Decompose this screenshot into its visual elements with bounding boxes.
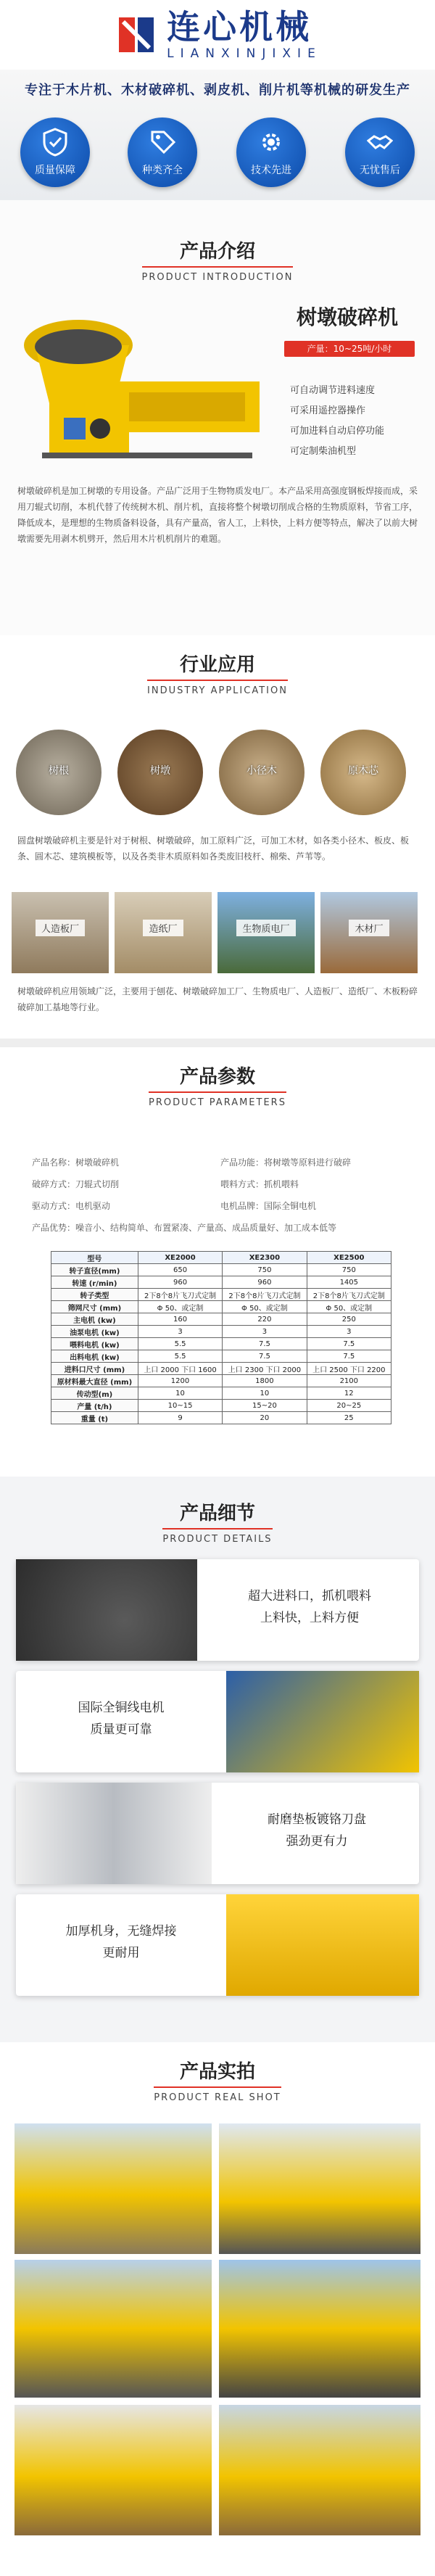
feature-item: 可自动调节进料速度: [290, 385, 376, 396]
detail-line: 耐磨垫板镀铬刀盘: [268, 1812, 366, 1827]
table-row: [51, 1301, 392, 1313]
badge-quality: [20, 117, 90, 187]
section-divider: [0, 1039, 435, 1047]
machine-illustration: [20, 302, 267, 476]
application-label: 木材厂: [349, 920, 389, 936]
section-title-cn: 产品参数: [179, 1066, 255, 1088]
detail-line: 加厚机身，无缝焊接: [65, 1924, 177, 1939]
application-label: 生物质电厂: [236, 920, 295, 936]
real-photo: [14, 2123, 212, 2254]
table-header: XE2500: [307, 1252, 391, 1264]
section-title-en: PRODUCT PARAMETERS: [149, 1091, 286, 1108]
shield-check-icon: [42, 128, 68, 157]
param-advantages: 产品优势：噪音小、结构简单、布置紧凑、产量高、成品质量好、加工成本低等: [32, 1223, 337, 1233]
detail-text: [204, 1585, 415, 1629]
table-cell: 7.5: [307, 1350, 391, 1363]
detail-line: 超大进料口，抓机喂料: [248, 1589, 371, 1603]
detail-card-feed: [16, 1559, 419, 1661]
table-row: [51, 1387, 392, 1400]
table-cell: 主电机 (kw): [51, 1313, 138, 1326]
table-cell: Φ 50、或定制: [307, 1301, 391, 1313]
badge-technology: [236, 117, 306, 187]
table-cell: 650: [138, 1264, 222, 1276]
site-header: [0, 0, 435, 70]
table-cell: 7.5: [223, 1338, 307, 1350]
table-cell: 20~25: [307, 1400, 391, 1412]
table-header-row: [51, 1252, 392, 1264]
table-cell: 转速 (r/min): [51, 1276, 138, 1289]
table-cell: 9: [138, 1412, 222, 1424]
table-row: [51, 1326, 392, 1338]
application-power-plant: [218, 892, 315, 973]
table-cell: 上口 2000 下口 1600: [138, 1363, 222, 1375]
table-row: [51, 1264, 392, 1276]
application-board-factory: [12, 892, 109, 973]
table-row: [51, 1350, 392, 1363]
application-label: 造纸厂: [143, 920, 183, 936]
industry-title: [0, 650, 435, 696]
table-cell: 进料口尺寸 (mm): [51, 1363, 138, 1375]
table-cell: 5.5: [138, 1338, 222, 1350]
table-cell: 2下8个8片飞刀式定制: [223, 1289, 307, 1301]
detail-text: [219, 1809, 415, 1852]
spec-table: [51, 1251, 392, 1424]
params-list: [32, 1152, 409, 1239]
table-cell: 原材料最大直径 (mm): [51, 1375, 138, 1387]
table-cell: 油泵电机 (kw): [51, 1326, 138, 1338]
param-item: 产品名称：树墩破碎机: [32, 1157, 120, 1168]
table-cell: 筛网尺寸 (mm): [51, 1301, 138, 1313]
detail-text: [23, 1697, 219, 1741]
table-cell: 转子类型: [51, 1289, 138, 1301]
application-label: 人造板厂: [36, 920, 85, 936]
feature-item: 可采用遥控器操作: [290, 405, 366, 416]
application-label: 树根: [49, 765, 69, 777]
section-title-cn: 行业应用: [179, 654, 255, 676]
params-title: [0, 1062, 435, 1108]
table-cell: 3: [138, 1326, 222, 1338]
service-banner: [0, 70, 435, 200]
table-cell: 20: [223, 1412, 307, 1424]
table-row: [51, 1313, 392, 1326]
table-cell: 10~15: [138, 1400, 222, 1412]
real-photo: [219, 2405, 420, 2535]
table-cell: 1800: [223, 1375, 307, 1387]
badge-label: 技术先进: [251, 165, 291, 176]
real-photo: [14, 2260, 212, 2398]
application-label: 原木芯: [348, 765, 378, 777]
badge-label: 质量保障: [35, 165, 75, 176]
table-cell: 7.5: [307, 1338, 391, 1350]
table-row: [51, 1400, 392, 1412]
detail-card-body: [16, 1894, 419, 1996]
gear-icon: [258, 128, 284, 157]
table-cell: 250: [307, 1313, 391, 1326]
real-photo: [219, 2260, 420, 2398]
detail-photo: [16, 1559, 197, 1661]
table-cell: 传动型(m): [51, 1387, 138, 1400]
detail-photo: [16, 1783, 212, 1884]
table-row: [51, 1375, 392, 1387]
capacity-badge: 产量：10~25吨/小时: [284, 341, 415, 357]
table-row: [51, 1338, 392, 1350]
param-item: 喂料方式：抓机喂料: [220, 1179, 299, 1189]
table-cell: 3: [307, 1326, 391, 1338]
application-timber-factory: [320, 892, 418, 973]
details-title: [0, 1498, 435, 1545]
section-title-cn: 产品细节: [179, 1503, 255, 1524]
badge-label: 种类齐全: [142, 165, 183, 176]
param-item: 驱动方式：电机驱动: [32, 1201, 111, 1211]
table-row: [51, 1289, 392, 1301]
table-cell: 25: [307, 1412, 391, 1424]
table-cell: 750: [223, 1264, 307, 1276]
table-cell: 10: [138, 1387, 222, 1400]
detail-line: 强劲更有力: [286, 1834, 348, 1849]
detail-text: [23, 1920, 219, 1964]
detail-card-blade: [16, 1783, 419, 1884]
intro-description: 树墩破碎机是加工树墩的专用设备。产品广泛用于生物物质发电厂。本产品采用高强度钢板焊接而成，采用刀辊式切削，本机代替了传统树木机、削片机，直接将整个树墩切削成合格的生物质原料，节省工序，降低成本，是理想的生物质备料设备，具有产量高，省人工，上料快，上料方便等特点，解决了以前大树墩需要先用剥木机劈开，然后用木片机机削片的难题。: [17, 486, 418, 544]
product-hero-image: [20, 302, 267, 476]
application-root: [16, 730, 102, 815]
table-header: XE2000: [138, 1252, 222, 1264]
detail-photo: [226, 1894, 419, 1996]
detail-line: 国际全铜线电机: [78, 1701, 165, 1715]
intro-title: [0, 236, 435, 283]
table-cell: 3: [223, 1326, 307, 1338]
detail-line: 更耐用: [102, 1946, 140, 1960]
feature-list: [290, 381, 428, 462]
section-title-en: PRODUCT INTRODUCTION: [142, 266, 294, 283]
badge-variety: [128, 117, 197, 187]
section-title-cn: 产品介绍: [179, 241, 255, 263]
table-cell: 12: [307, 1387, 391, 1400]
badge-label: 无忧售后: [360, 165, 400, 176]
detail-line: 上料快，上料方便: [260, 1611, 359, 1625]
company-tagline: 专注于木片机、木材破碎机、剥皮机、削片机等机械的研发生产: [25, 83, 410, 98]
section-title-en: PRODUCT DETAILS: [162, 1528, 272, 1545]
table-cell: Φ 50、或定制: [223, 1301, 307, 1313]
application-label: 树墩: [150, 765, 170, 777]
table-cell: 上口 2500 下口 2200: [307, 1363, 391, 1375]
real-photo: [219, 2123, 420, 2254]
badge-after-sales: [345, 117, 415, 187]
param-item: 产品功能：将树墩等原料进行破碎: [220, 1157, 352, 1168]
param-item: 电机品牌：国际全铜电机: [220, 1201, 317, 1211]
table-header: XE2300: [223, 1252, 307, 1264]
table-cell: 转子直径(mm): [51, 1264, 138, 1276]
table-cell: 产量 (t/h): [51, 1400, 138, 1412]
table-cell: 10: [223, 1387, 307, 1400]
real-photo: [14, 2405, 212, 2535]
table-cell: 2100: [307, 1375, 391, 1387]
table-cell: 5.5: [138, 1350, 222, 1363]
section-title-cn: 产品实拍: [179, 2061, 255, 2083]
table-row: [51, 1276, 392, 1289]
detail-photo: [226, 1671, 419, 1772]
application-small-wood: [219, 730, 304, 815]
table-row: [51, 1412, 392, 1424]
table-cell: 960: [223, 1276, 307, 1289]
table-cell: 15~20: [223, 1400, 307, 1412]
table-cell: 喂料电机 (kw): [51, 1338, 138, 1350]
tag-icon: [149, 128, 175, 157]
section-title-en: PRODUCT REAL SHOT: [154, 2086, 281, 2103]
table-cell: 2下8个8片飞刀式定制: [138, 1289, 222, 1301]
application-paper-mill: [115, 892, 212, 973]
table-cell: 重量 (t): [51, 1412, 138, 1424]
table-cell: 2下8个8片飞刀式定制: [307, 1289, 391, 1301]
product-name: 树墩破碎机: [296, 305, 398, 329]
table-header: 型号: [51, 1252, 138, 1264]
handshake-icon: [367, 128, 393, 157]
spec-table-body: [51, 1264, 392, 1424]
real-title: [0, 2057, 435, 2103]
application-log-core: [320, 730, 406, 815]
table-cell: 7.5: [223, 1350, 307, 1363]
industry-text-1: 圆盘树墩破碎机主要是针对于树根、树墩破碎，加工原料广泛，可加工木材，如各类小径木、板皮、板条、圆木芯、建筑模板等，以及各类非木质原料如各类废旧枝杆、棉柴、芦苇等。: [17, 835, 410, 862]
table-cell: 160: [138, 1313, 222, 1326]
application-stump: [117, 730, 203, 815]
section-title-en: INDUSTRY APPLICATION: [147, 680, 288, 696]
brand-block: [167, 9, 322, 61]
industry-text-2: 树墩破碎机应用领域广泛，主要用于刨花、树墩破碎加工厂、生物质电厂、人造板厂、造纸厂、木板粉碎破碎加工基地等行业。: [17, 986, 418, 1012]
feature-item: 可定制柴油机型: [290, 446, 357, 457]
table-cell: 960: [138, 1276, 222, 1289]
detail-line: 质量更可靠: [90, 1722, 152, 1737]
param-item: 破碎方式：刀辊式切削: [32, 1179, 120, 1189]
table-cell: Φ 50、或定制: [138, 1301, 222, 1313]
table-cell: 1200: [138, 1375, 222, 1387]
brand-name-en: LIANXINJIXIE: [167, 46, 322, 61]
feature-item: 可加进料自动启停功能: [290, 426, 385, 437]
brand-name-cn: 连心机械: [167, 7, 312, 46]
application-label: 小径木: [246, 765, 277, 777]
table-cell: 出料电机 (kw): [51, 1350, 138, 1363]
table-cell: 上口 2300 下口 2000: [223, 1363, 307, 1375]
table-row: [51, 1363, 392, 1375]
table-cell: 750: [307, 1264, 391, 1276]
table-cell: 1405: [307, 1276, 391, 1289]
table-cell: 220: [223, 1313, 307, 1326]
detail-card-motor: [16, 1671, 419, 1772]
company-logo-icon: [113, 12, 160, 58]
